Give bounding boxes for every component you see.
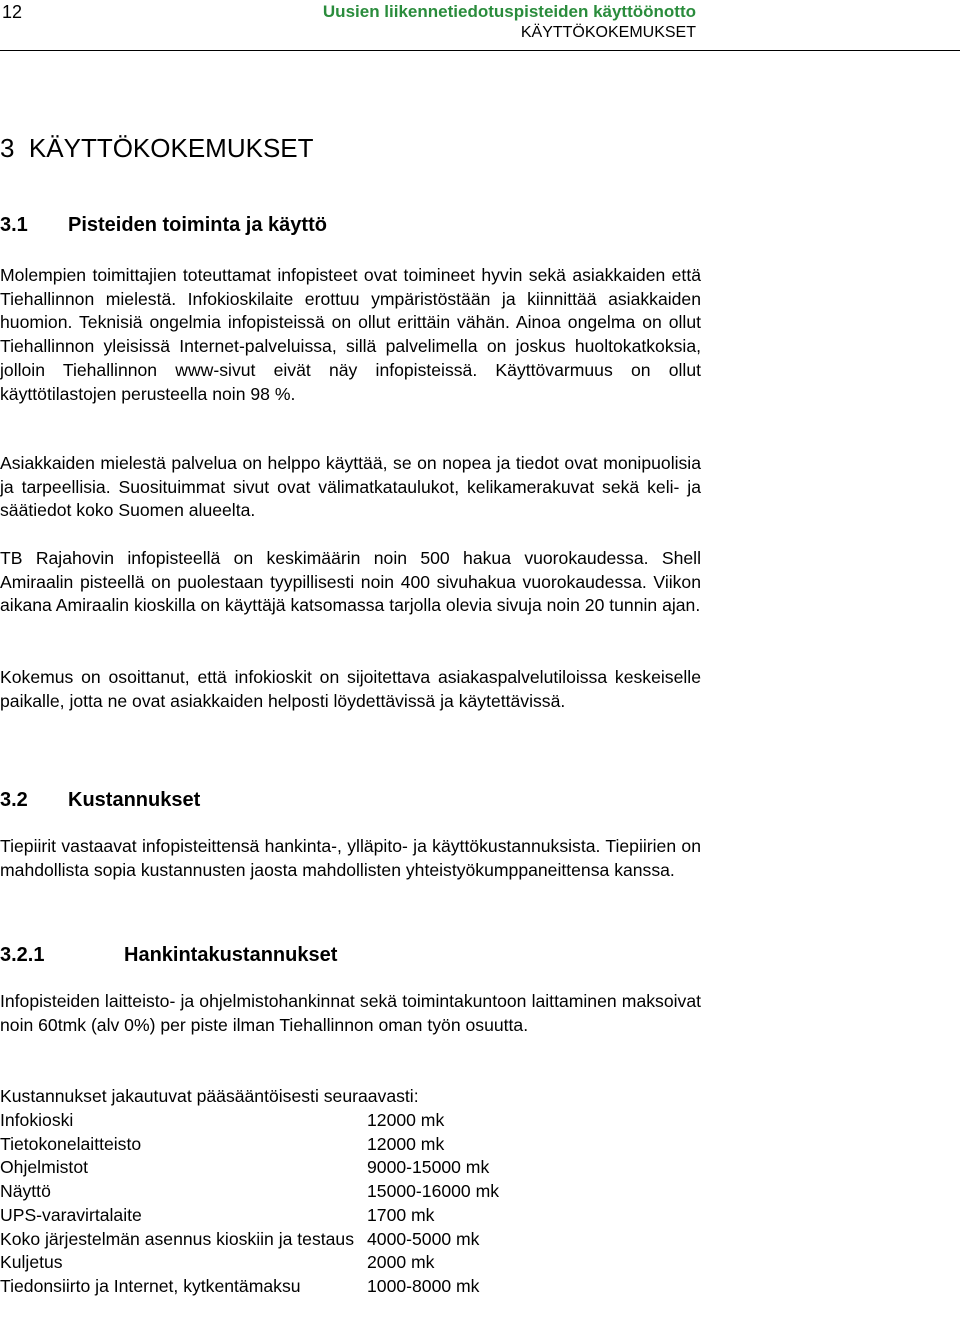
section-heading-3-1 <box>0 213 327 237</box>
cost-amount: 1700 mk <box>367 1204 435 1225</box>
cost-table <box>0 1109 499 1299</box>
cost-amount: 12000 mk <box>367 1110 445 1130</box>
cost-item: Koko järjestelmän asennus kioskiin ja testaus <box>0 1228 355 1249</box>
table-row <box>0 1156 499 1180</box>
cost-item: Näyttö <box>0 1181 51 1202</box>
paragraph: Molempien toimittajien toteuttamat infopisteet ovat toimineet hyvin sekä asiakkaiden että Tiehallinnon mielestä. Infokioskilaite erottuu ympäristöstään ja kiinnittää asiakkaiden huomion. Teknisiä ongelmia infopisteissä on ollut erittäin vähän. Ainoa ongelma on ollut Tiehallinnon yleisissä Internet-palveluissa, sillä palvelimella on joskus huoltokatkoksia, jolloin Tiehallinnon www-sivut eivät näy infopisteissä. Käyttövarmuus on ollut käyttötilastojen perusteella noin 98 %. <box>0 265 701 404</box>
cost-item: UPS-varavirtalaite <box>0 1204 142 1225</box>
table-row <box>0 1180 499 1204</box>
table-row <box>0 1204 499 1228</box>
chapter-heading <box>0 133 314 163</box>
cost-item: Tietokonelaitteisto <box>0 1133 142 1154</box>
paragraph: Asiakkaiden mielestä palvelua on helppo käyttää, se on nopea ja tiedot ovat monipuolisia ja tarpeellisia. Suosituimmat sivut ovat välimatkataulukot, kelikamerakuvat sekä keli- ja säätiedot koko Suomen alueelta. <box>0 453 701 521</box>
paragraph: Kokemus on osoittanut, että infokioskit on sijoitettava asiakaspalvelutiloissa keskeiselle paikalle, jotta ne ovat asiakkaiden helposti löydettävissä ja käytettävissä. <box>0 667 701 711</box>
chapter-number: 3 <box>0 133 15 163</box>
paragraph: Infopisteiden laitteisto- ja ohjelmistohankinnat sekä toimintakuntoon laittaminen maksoivat noin 60tmk (alv 0%) per piste ilman Tiehallinnon oman työn osuutta. <box>0 991 701 1035</box>
paragraph: Tiepiirit vastaavat infopisteittensä hankinta-, ylläpito- ja käyttökustannuksista. Tiepiirien on mahdollista sopia kustannusten jaosta mahdollisten yhteistyökumppaneittensa kanssa. <box>0 836 701 880</box>
cost-amount: 2000 mk <box>367 1252 435 1273</box>
cost-item: Kuljetus <box>0 1252 63 1273</box>
subsection-number: 3.2.1 <box>0 944 45 966</box>
cost-item: Infokioski <box>0 1110 74 1130</box>
page-header <box>0 0 960 51</box>
section-heading-3-2 <box>0 788 200 812</box>
page-number: 12 <box>2 2 23 22</box>
paragraph: TB Rajahovin infopisteellä on keskimäärin noin 500 hakua vuorokaudessa. Shell Amiraalin pisteellä on puolestaan tyypillisesti noin 400 sivuhakua vuorokaudessa. Viikon aikana Amiraalin kioskilla on käyttäjä katsomassa tarjolla olevia sivuja noin 20 tunnin ajan. <box>0 548 701 616</box>
cost-amount: 15000-16000 mk <box>367 1181 500 1202</box>
table-row <box>0 1251 499 1275</box>
cost-item: Ohjelmistot <box>0 1157 88 1178</box>
running-header <box>196 2 696 44</box>
cost-list-intro: Kustannukset jakautuvat pääsääntöisesti seuraavasti: <box>0 1086 419 1106</box>
cost-amount: 1000-8000 mk <box>367 1275 480 1296</box>
table-row <box>0 1228 499 1252</box>
cost-item: Tiedonsiirto ja Internet, kytkentämaksu <box>0 1275 301 1296</box>
chapter-title: KÄYTTÖKOKEMUKSET <box>28 133 314 163</box>
cost-amount: 12000 mk <box>367 1133 445 1154</box>
section-title: Kustannukset <box>68 789 201 811</box>
cost-amount: 4000-5000 mk <box>367 1228 480 1249</box>
table-row <box>0 1133 499 1157</box>
section-number: 3.2 <box>0 789 28 811</box>
subsection-heading-3-2-1 <box>0 943 337 967</box>
cost-amount: 9000-15000 mk <box>367 1157 490 1178</box>
subsection-title: Hankintakustannukset <box>124 944 338 966</box>
running-section-title: KÄYTTÖKOKEMUKSET <box>520 24 696 41</box>
table-row <box>0 1275 499 1299</box>
section-title: Pisteiden toiminta ja käyttö <box>68 214 327 236</box>
section-number: 3.1 <box>0 214 28 236</box>
document-title: Uusien liikennetiedotuspisteiden käyttöönotto <box>322 2 696 21</box>
table-row <box>0 1109 499 1133</box>
